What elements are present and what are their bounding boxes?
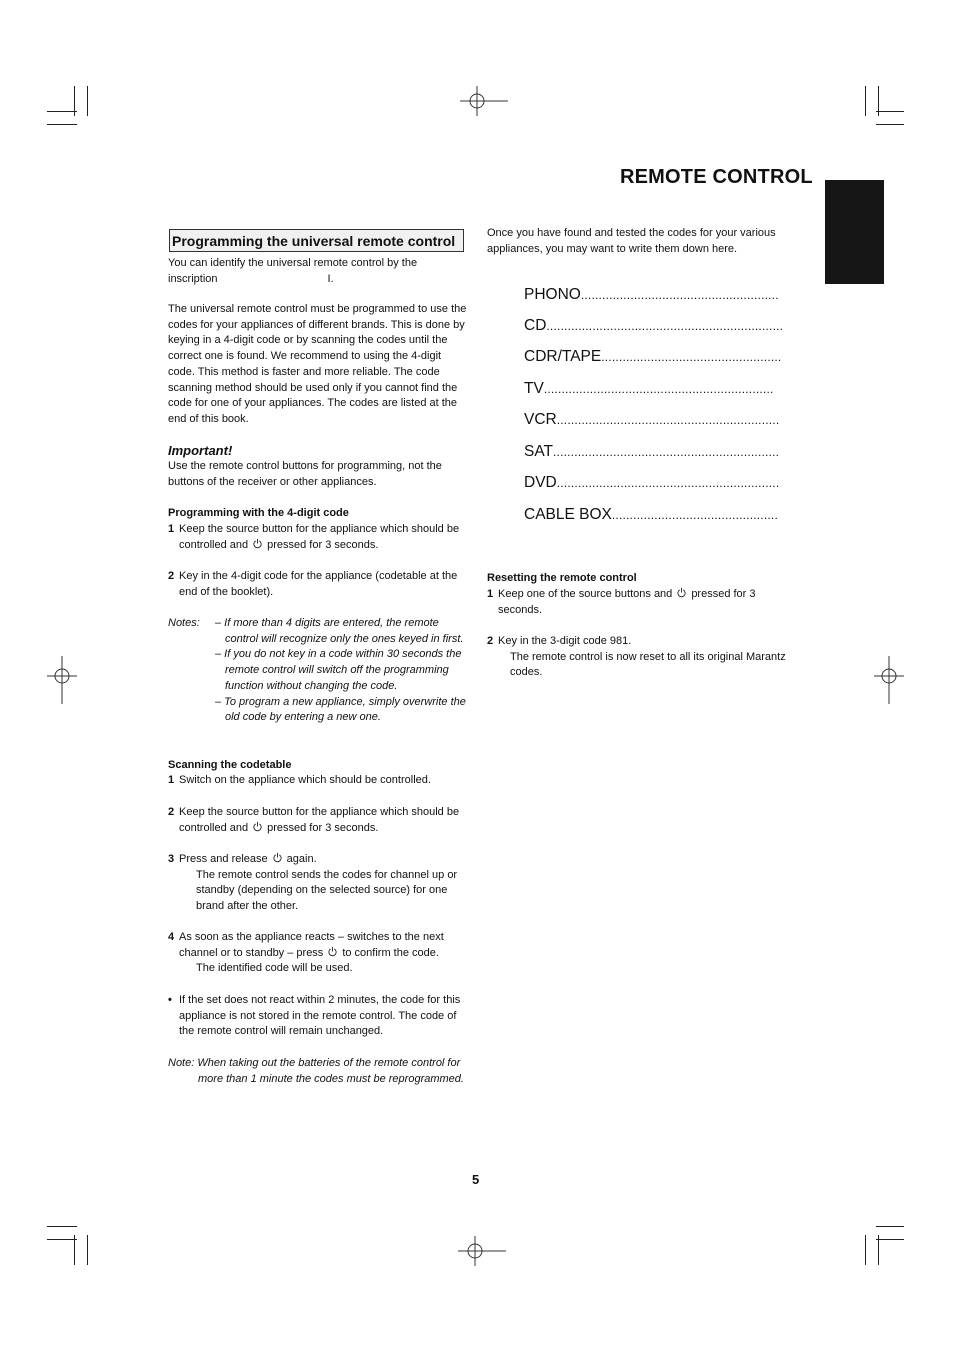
crop-mark: [876, 111, 904, 112]
crop-mark: [876, 1226, 904, 1227]
code-list-item: VCR ...............................................................: [524, 411, 780, 428]
scan-step-2: 2 Keep the source button for the appliance which should be controlled and pressed for 3 seconds.: [168, 806, 460, 834]
section-title: Programming the universal remote control: [169, 229, 464, 252]
crop-mark: [878, 1235, 879, 1265]
crop-mark: [74, 86, 75, 116]
right-intro: Once you have found and tested the codes for your various appliances, you may want to write them down here.: [487, 227, 776, 255]
crop-mark: [876, 1239, 904, 1240]
power-icon: [252, 821, 263, 832]
intro-text: You can identify the universal remote control by the inscription I.: [168, 257, 418, 285]
crop-mark: [74, 1235, 75, 1265]
crop-mark: [47, 1239, 77, 1240]
crop-mark: [87, 1235, 88, 1265]
crop-mark: [876, 124, 904, 125]
battery-note: Note: When taking out the batteries of the remote control for more than 1 minute the codes must be reprogrammed.: [168, 1057, 464, 1085]
registration-mark-icon: [47, 656, 77, 704]
code-list-item: CD ...................................................................: [524, 317, 784, 334]
scan-heading: Scanning the codetable: [168, 759, 292, 771]
crop-mark: [87, 86, 88, 116]
crop-mark: [47, 124, 77, 125]
crop-mark: [47, 111, 77, 112]
code-list-item: DVD ...............................................................: [524, 474, 780, 491]
description-paragraph: The universal remote control must be programmed to use the codes for your appliances of different brands. This is done by keying in a 4-digit code or by scanning the codes until the correct one is found. We recommend to using the 4-digit code. This method is faster and more reliable. The code scanning method should be used only if you cannot find the code for one of your appliances. The codes are listed at the end of this book.: [168, 303, 467, 425]
prog4-step-2: 2 Key in the 4-digit code for the appliance (codetable at the end of the booklet).: [168, 570, 458, 598]
code-list-item: CDR/TAPE ...................................................: [524, 348, 782, 365]
code-list-item: TV .................................................................: [524, 380, 774, 397]
registration-mark-icon: [874, 656, 904, 704]
notes-label: Notes:: [168, 617, 200, 629]
power-icon: [327, 946, 338, 957]
reset-step-1: 1 Keep one of the source buttons and pressed for 3 seconds.: [487, 588, 756, 616]
crop-mark: [47, 1226, 77, 1227]
important-heading: Important!: [168, 443, 233, 458]
power-icon: [272, 852, 283, 863]
reset-heading: Resetting the remote control: [487, 572, 637, 584]
scan-step-4: 4 As soon as the appliance reacts – switches to the next channel or to standby – press to confirm the code. The identified code will be used.: [168, 931, 444, 975]
power-icon: [676, 587, 687, 598]
crop-mark: [865, 86, 866, 116]
code-list-item: CABLE BOX ...............................................: [524, 506, 778, 523]
registration-mark-icon: [458, 1236, 506, 1266]
code-list-item: PHONO ........................................................: [524, 286, 779, 303]
page-number: 5: [472, 1172, 480, 1187]
important-text: Use the remote control buttons for programming, not the buttons of the receiver or other appliances.: [168, 460, 442, 488]
reset-step-2: 2 Key in the 3-digit code 981. The remote control is now reset to all its original Marantz codes.: [487, 635, 786, 679]
scan-step-1: 1 Switch on the appliance which should be controlled.: [168, 774, 431, 786]
page-title: REMOTE CONTROL: [620, 166, 813, 188]
crop-mark: [865, 1235, 866, 1265]
scan-bullet-note: • If the set does not react within 2 minutes, the code for this appliance is not stored in the remote control. The code of the remote control will remain unchanged.: [168, 994, 461, 1038]
registration-mark-icon: [460, 86, 508, 116]
power-icon: [252, 538, 263, 549]
scan-step-3: 3 Press and release again. The remote control sends the codes for channel up or standby (depending on the selected source) for one brand after the other.: [168, 853, 458, 913]
code-list-item: SAT ................................................................: [524, 443, 780, 460]
prog4-step-1: 1 Keep the source button for the appliance which should be controlled and pressed for 3 seconds.: [168, 523, 460, 551]
prog4-heading: Programming with the 4-digit code: [168, 507, 349, 519]
notes-list: – If more than 4 digits are entered, the remote control will recognize only the ones keyed in first. – If you do not key in a code within 30 seconds the remote control will switch off the programming function without changing the code. – To program a new appliance, simply overwrite the old code by entering a new one.: [215, 617, 466, 724]
crop-mark: [878, 86, 879, 116]
language-tab: [825, 180, 884, 284]
